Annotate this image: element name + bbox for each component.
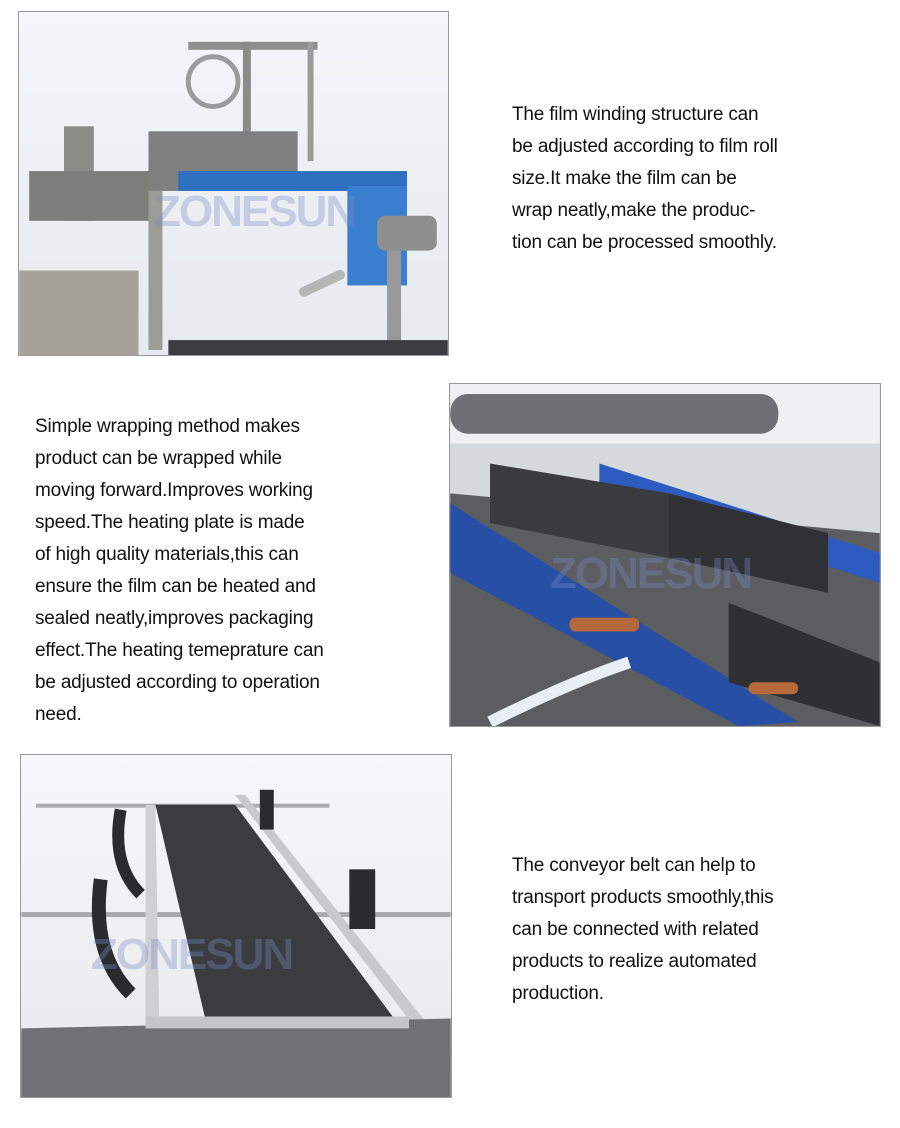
watermark: ZONESUN [550, 549, 752, 598]
watermark: ZONESUN [91, 930, 293, 979]
watermark: ZONESUN [154, 187, 356, 236]
heating-plate-photo [449, 383, 881, 727]
conveyor-belt-photo [20, 754, 452, 1098]
conveyor-belt-description: The conveyor belt can help to transport products smoothly,this can be connected with related products to realize automated production. [512, 855, 774, 1004]
heating-plate-description: Simple wrapping method makes product can be wrapped while moving forward.Improves working speed.The heating plate is made of high quality materials,this can ensure the film can be heated and sealed neatly,improves packaging effect.The heating temeprature can be adjusted according to operation need. [35, 416, 324, 725]
film-winding-illustration [19, 12, 448, 355]
conveyor-belt-illustration [21, 755, 451, 1097]
film-winding-structure-photo [18, 11, 449, 356]
film-winding-description: The film winding structure can be adjusted according to film roll size.It make the film can be wrap neatly,make the produc- tion can be processed smoothly. [512, 104, 778, 253]
